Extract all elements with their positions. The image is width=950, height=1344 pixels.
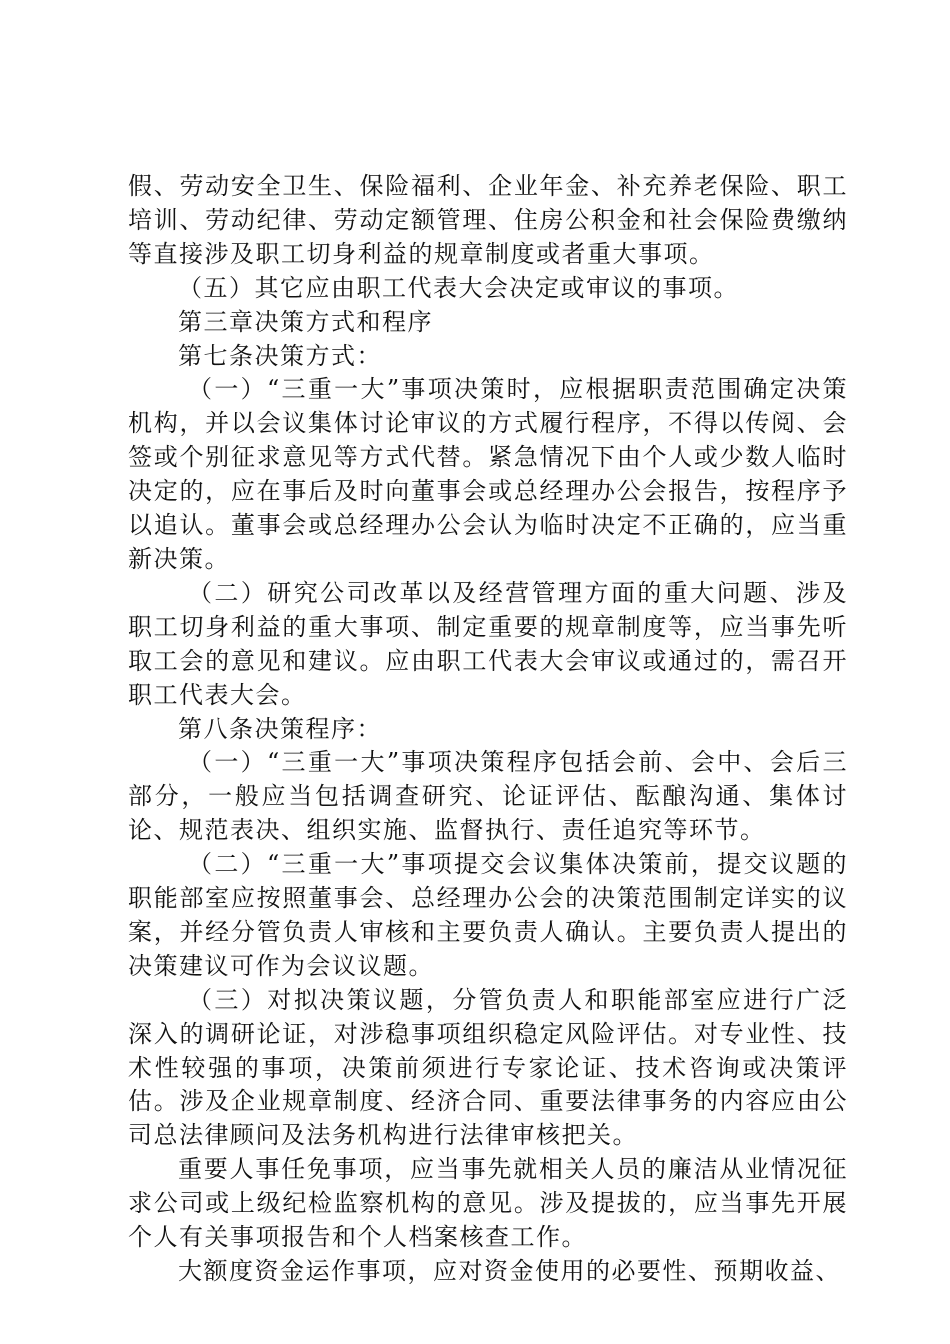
article-8-item-1: （一）“三重一大”事项决策程序包括会前、会中、会后三部分，一般应当包括调查研究、论证评估、酝酿沟通、集体讨论、规范表决、组织实施、监督执行、责任追究等环节。: [128, 748, 848, 845]
document-body: [128, 170, 848, 1289]
article-8-heading: 第八条决策程序：: [178, 714, 382, 743]
paragraph-item-5: （五）其它应由职工代表大会决定或审议的事项。: [178, 273, 739, 302]
article-7-item-2: （二）研究公司改革以及经营管理方面的重大问题、涉及职工切身利益的重大事项、制定重要的规章制度等，应当事先听取工会的意见和建议。应由职工代表大会审议或通过的，需召开职工代表大会。: [128, 578, 848, 709]
paragraph-personnel: 重要人事任免事项，应当事先就相关人员的廉洁从业情况征求公司或上级纪检监察机构的意见。涉及提拔的，应当事先开展个人有关事项报告和个人档案核查工作。: [128, 1155, 848, 1252]
paragraph-continuation: 假、劳动安全卫生、保险福利、企业年金、补充养老保险、职工培训、劳动纪律、劳动定额管理、住房公积金和社会保险费缴纳等直接涉及职工切身利益的规章制度或者重大事项。: [128, 172, 848, 268]
paragraph-funds: 大额度资金运作事项，应对资金使用的必要性、预期收益、: [178, 1257, 841, 1285]
chapter-heading: 第三章决策方式和程序: [178, 307, 433, 336]
article-8-item-3: （三）对拟决策议题，分管负责人和职能部室应进行广泛深入的调研论证，对涉稳事项组织稳定风险评估。对专业性、技术性较强的事项，决策前须进行专家论证、技术咨询或决策评估。涉及企业规章制度、经济合同、重要法律事务的内容应由公司总法律顾问及法务机构进行法律审核把关。: [128, 985, 848, 1150]
article-7-item-1: （一）“三重一大”事项决策时，应根据职责范围确定决策机构，并以会议集体讨论审议的方式履行程序，不得以传阅、会签或个别征求意见等方式代替。紧急情况下由个人或少数人临时决定的，应在事后及时向董事会或总经理办公会报告，按程序予以追认。董事会或总经理办公会认为临时决定不正确的，应当重新决策。: [128, 375, 848, 573]
article-8-item-2: （二）“三重一大”事项提交会议集体决策前，提交议题的职能部室应按照董事会、总经理办公会的决策范围制定详实的议案，并经分管负责人审核和主要负责人确认。主要负责人提出的决策建议可作为会议议题。: [128, 850, 848, 980]
article-7-heading: 第七条决策方式：: [178, 341, 382, 370]
